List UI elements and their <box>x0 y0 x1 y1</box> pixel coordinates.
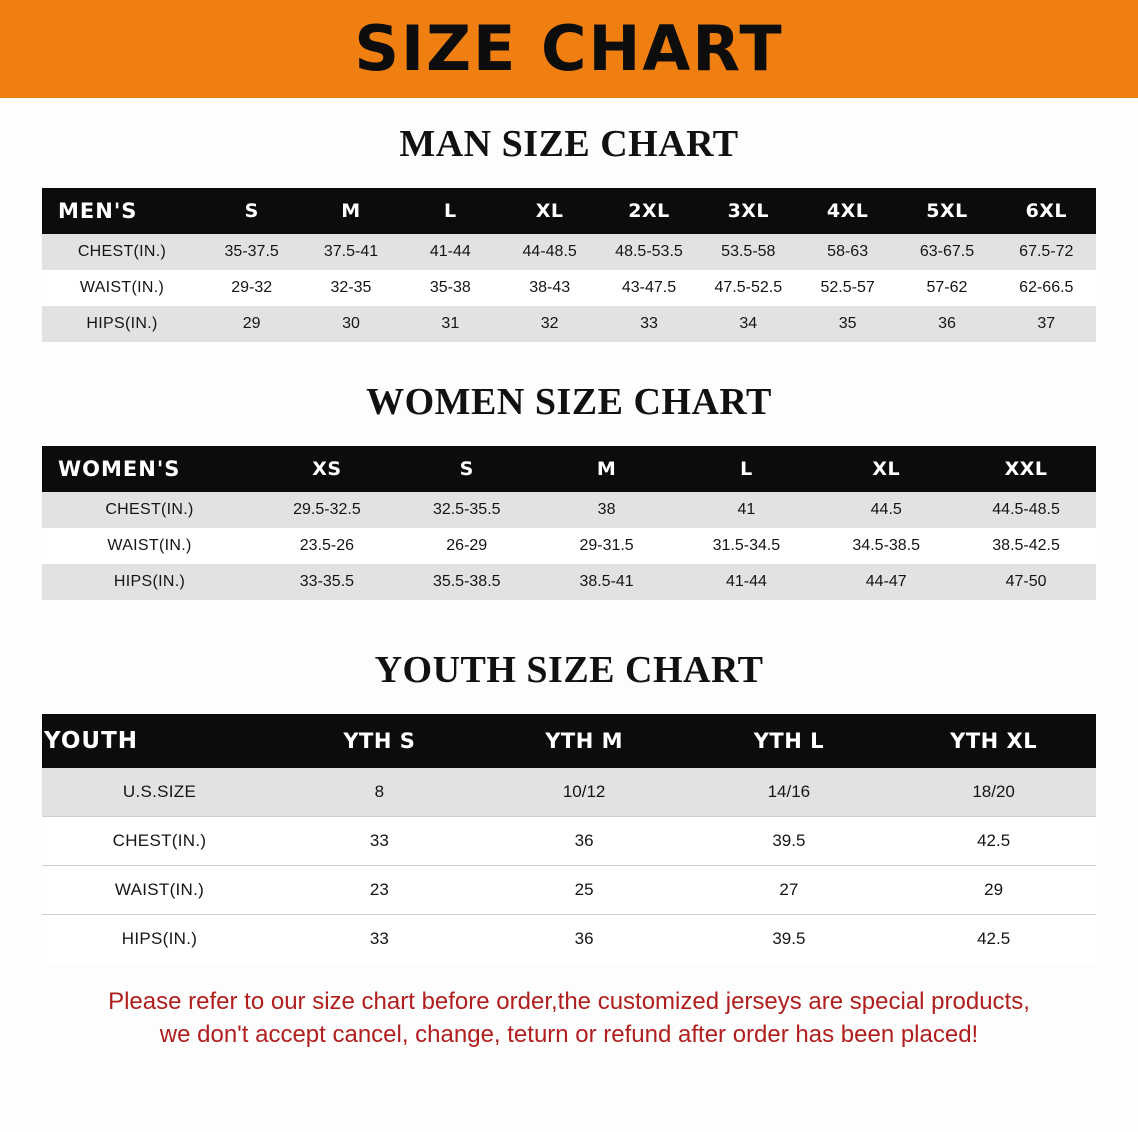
cell: 34 <box>699 306 798 342</box>
cell: 41-44 <box>401 234 500 270</box>
cell: 47-50 <box>956 564 1096 600</box>
disclaimer-line-2: we don't accept cancel, change, teturn or refund after order has been placed! <box>159 1021 979 1049</box>
cell: 37 <box>997 306 1096 342</box>
cell: 30 <box>301 306 400 342</box>
man-table-wrap <box>42 188 1096 342</box>
cell: 35.5-38.5 <box>397 564 537 600</box>
table-row <box>42 528 1096 564</box>
cell: 31 <box>401 306 500 342</box>
cell: 48.5-53.5 <box>599 234 698 270</box>
table-row <box>42 492 1096 528</box>
cell: 42.5 <box>891 915 1096 964</box>
cell: 10/12 <box>482 768 687 817</box>
cell: 29 <box>202 306 301 342</box>
cell: 42.5 <box>891 817 1096 866</box>
cell: 44.5-48.5 <box>956 492 1096 528</box>
cell: 32 <box>500 306 599 342</box>
cell: 14/16 <box>687 768 892 817</box>
cell: 41 <box>676 492 816 528</box>
cell: 33 <box>599 306 698 342</box>
table-row <box>42 768 1096 817</box>
disclaimer-line-1: Please refer to our size chart before order,the customized jerseys are special products, <box>108 988 1030 1015</box>
youth-size-table <box>42 714 1096 963</box>
women-table-body <box>42 492 1096 600</box>
cell: 53.5-58 <box>699 234 798 270</box>
cell: 38 <box>537 492 677 528</box>
youth-header-l: YTH L <box>687 714 892 768</box>
man-header-3xl: 3XL <box>699 188 798 234</box>
cell: 23 <box>277 866 482 915</box>
man-header-4xl: 4XL <box>798 188 897 234</box>
cell: 32.5-35.5 <box>397 492 537 528</box>
cell: 35 <box>798 306 897 342</box>
table-header-row <box>42 446 1096 492</box>
table-row <box>42 915 1096 964</box>
cell: 41-44 <box>676 564 816 600</box>
youth-header-label: YOUTH <box>42 714 277 768</box>
cell: 44.5 <box>816 492 956 528</box>
cell: 29 <box>891 866 1096 915</box>
youth-header-m: YTH M <box>482 714 687 768</box>
cell: 63-67.5 <box>897 234 996 270</box>
man-header-6xl: 6XL <box>997 188 1096 234</box>
women-size-table <box>42 446 1096 600</box>
cell: 37.5-41 <box>301 234 400 270</box>
women-table-head <box>42 446 1096 492</box>
man-header-label: MEN'S <box>42 188 202 234</box>
row-label: HIPS(IN.) <box>42 915 277 964</box>
cell: 29-31.5 <box>537 528 677 564</box>
cell: 62-66.5 <box>997 270 1096 306</box>
cell: 33 <box>277 817 482 866</box>
cell: 29.5-32.5 <box>257 492 397 528</box>
row-label: WAIST(IN.) <box>42 270 202 306</box>
row-label: CHEST(IN.) <box>42 817 277 866</box>
cell: 67.5-72 <box>997 234 1096 270</box>
row-label: CHEST(IN.) <box>42 234 202 270</box>
women-table-wrap <box>42 446 1096 600</box>
cell: 23.5-26 <box>257 528 397 564</box>
row-label: HIPS(IN.) <box>42 306 202 342</box>
cell: 31.5-34.5 <box>676 528 816 564</box>
cell: 47.5-52.5 <box>699 270 798 306</box>
row-label: CHEST(IN.) <box>42 492 257 528</box>
table-header-row <box>42 188 1096 234</box>
women-header-m: M <box>537 446 677 492</box>
cell: 33-35.5 <box>257 564 397 600</box>
table-row <box>42 306 1096 342</box>
table-row <box>42 564 1096 600</box>
cell: 36 <box>897 306 996 342</box>
cell: 36 <box>482 817 687 866</box>
cell: 44-48.5 <box>500 234 599 270</box>
man-header-s: S <box>202 188 301 234</box>
disclaimer-note <box>40 985 1098 1051</box>
cell: 38-43 <box>500 270 599 306</box>
cell: 38.5-41 <box>537 564 677 600</box>
row-label: WAIST(IN.) <box>42 866 277 915</box>
man-table-body <box>42 234 1096 342</box>
man-header-5xl: 5XL <box>897 188 996 234</box>
man-size-table <box>42 188 1096 342</box>
man-table-head <box>42 188 1096 234</box>
cell: 43-47.5 <box>599 270 698 306</box>
cell: 57-62 <box>897 270 996 306</box>
youth-header-s: YTH S <box>277 714 482 768</box>
cell: 52.5-57 <box>798 270 897 306</box>
table-row <box>42 234 1096 270</box>
row-label: U.S.SIZE <box>42 768 277 817</box>
cell: 26-29 <box>397 528 537 564</box>
youth-table-body <box>42 768 1096 963</box>
row-label: WAIST(IN.) <box>42 528 257 564</box>
cell: 36 <box>482 915 687 964</box>
cell: 44-47 <box>816 564 956 600</box>
women-header-l: L <box>676 446 816 492</box>
man-header-l: L <box>401 188 500 234</box>
page-title: SIZE CHART <box>354 12 784 85</box>
women-header-label: WOMEN'S <box>42 446 257 492</box>
cell: 33 <box>277 915 482 964</box>
cell: 29-32 <box>202 270 301 306</box>
youth-header-xl: YTH XL <box>891 714 1096 768</box>
cell: 32-35 <box>301 270 400 306</box>
cell: 39.5 <box>687 817 892 866</box>
man-header-2xl: 2XL <box>599 188 698 234</box>
man-section-title: MAN SIZE CHART <box>399 123 739 165</box>
women-header-xxl: XXL <box>956 446 1096 492</box>
women-header-s: S <box>397 446 537 492</box>
cell: 39.5 <box>687 915 892 964</box>
row-label: HIPS(IN.) <box>42 564 257 600</box>
women-header-xl: XL <box>816 446 956 492</box>
cell: 38.5-42.5 <box>956 528 1096 564</box>
cell: 18/20 <box>891 768 1096 817</box>
cell: 34.5-38.5 <box>816 528 956 564</box>
cell: 27 <box>687 866 892 915</box>
women-section-title: WOMEN SIZE CHART <box>366 381 772 423</box>
youth-table-head <box>42 714 1096 768</box>
cell: 8 <box>277 768 482 817</box>
cell: 58-63 <box>798 234 897 270</box>
youth-section-title: YOUTH SIZE CHART <box>374 649 764 691</box>
cell: 25 <box>482 866 687 915</box>
man-header-xl: XL <box>500 188 599 234</box>
youth-table-wrap <box>42 714 1096 963</box>
table-row <box>42 817 1096 866</box>
table-header-row <box>42 714 1096 768</box>
cell: 35-38 <box>401 270 500 306</box>
cell: 35-37.5 <box>202 234 301 270</box>
table-row <box>42 866 1096 915</box>
women-header-xs: XS <box>257 446 397 492</box>
table-row <box>42 270 1096 306</box>
man-header-m: M <box>301 188 400 234</box>
header-banner <box>0 0 1138 98</box>
